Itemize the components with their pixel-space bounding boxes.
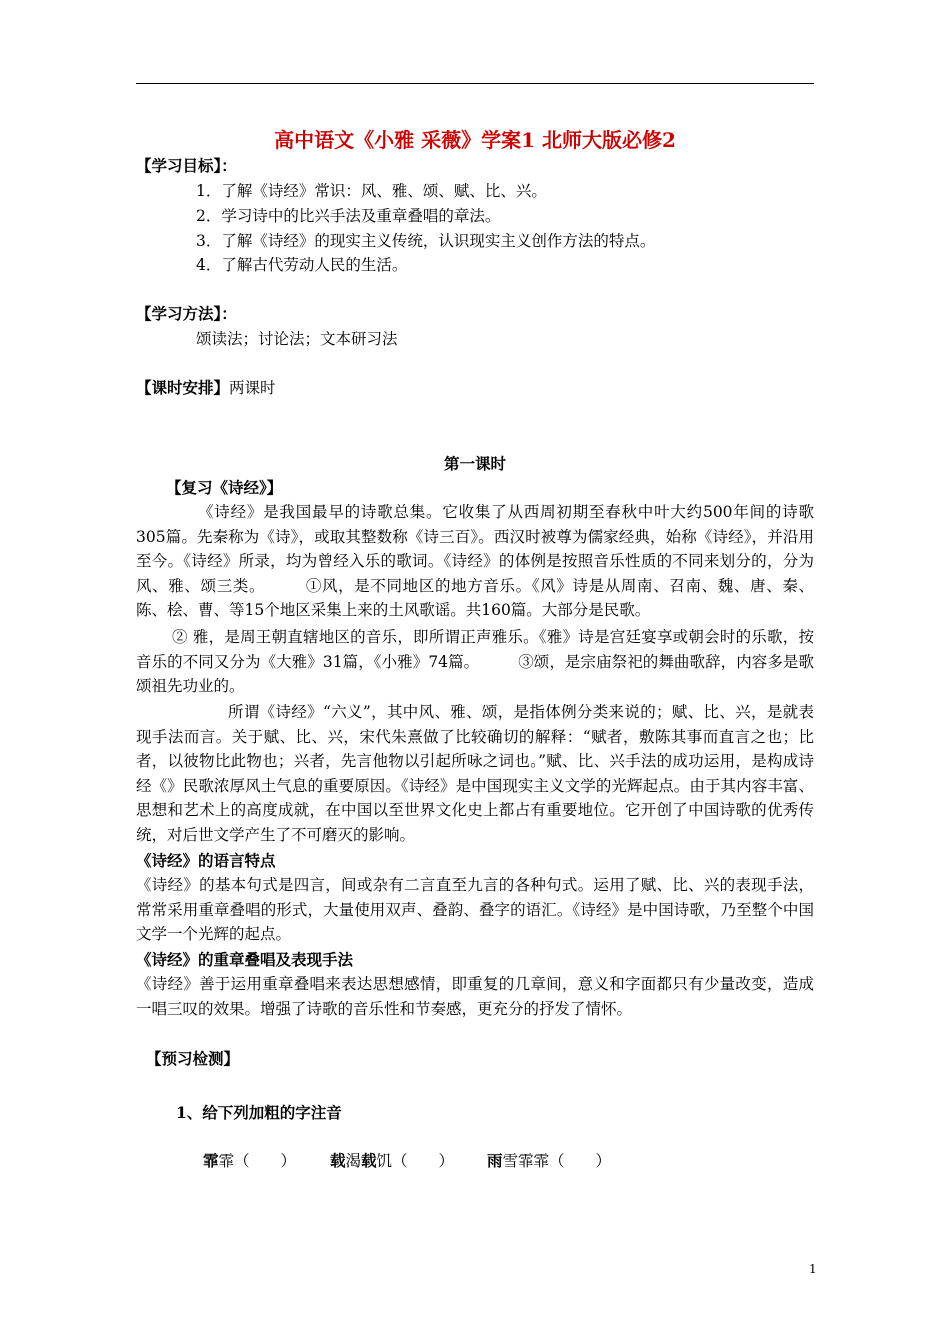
methods-text: 颂读法；讨论法；文本研习法 (196, 330, 398, 348)
repeat-text: 《诗经》善于运用重章叠唱来表达思想感情，即重复的几章间，意义和字面都只有少量改变，造成一唱三叹的效果。增强了诗歌的音乐性和节奏感，更充分的抒发了情怀。 (136, 975, 814, 1018)
schedule-text: 两课时 (229, 379, 276, 397)
review-paragraph-3: 所谓《诗经》“六义”，其中风、雅、颂，是指体例分类来说的；赋、比、兴，是就表现手法而言。关于赋、比、兴，宋代朱熹做了比较确切的解释：“赋者，敷陈其事而直言之也；比者，以彼物比此物也；兴者，先言他物以引起所咏之词也。”赋、比、兴手法的成功运用，是构成诗经《》民歌浓厚风土气息的重要原因。《诗经》是中国现实主义文学的光辉起点。由于其内容丰富、思想和艺术上的高度成就，在中国以至世界文化史上都占有重要地位。它开创了中国诗歌的优秀传统，对后世文学产生了不可磨灭的影响。 (136, 703, 814, 844)
goal-item: 2．学习诗中的比兴手法及重章叠唱的章法。 (196, 207, 501, 225)
pinyin-item-1: 霏霏（ ） (203, 1151, 297, 1170)
repeat-heading: 《诗经》的重章叠唱及表现手法 (136, 950, 354, 969)
goal-item: 3．了解《诗经》的现实主义传统，认识现实主义创作方法的特点。 (196, 232, 656, 250)
goals-heading: 【学习目标】： (136, 156, 237, 175)
review-heading: 【复习《诗经》】 (166, 478, 283, 497)
methods-heading: 【学习方法】： (136, 304, 237, 323)
lesson-heading: 第一课时 (443, 454, 506, 473)
language-text: 《诗经》的基本句式是四言，间或杂有二言直至九言的各种句式。运用了赋、比、兴的表现手法，常常采用重章叠唱的形式，大量使用双声、叠韵、叠字的语汇。《诗经》是中国诗歌，乃至整个中国文学一个光辉的起点。 (136, 876, 814, 943)
question-1: 1、给下列加粗的字注音 (176, 1103, 342, 1122)
page-number: 1 (809, 1262, 817, 1276)
preview-heading: 【预习检测】 (146, 1049, 240, 1068)
schedule-line (136, 376, 276, 398)
goal-item: 1．了解《诗经》常识：风、雅、颂、赋、比、兴。 (196, 182, 547, 200)
language-heading: 《诗经》的语言特点 (136, 851, 276, 870)
pinyin-item-2: 载渴载饥（ ） (330, 1151, 455, 1170)
pinyin-item-3: 雨雪霏霏（ ） (487, 1151, 612, 1170)
review-paragraph-1: 《诗经》是我国最早的诗歌总集。它收集了从西周初期至春秋中叶大约500年间的诗歌305篇。先秦称为《诗》，或取其整数称《诗三百》。西汉时被尊为儒家经典，始称《诗经》，并沿用至今。《诗经》所录，均为曾经入乐的歌词。《诗经》的体例是按照音乐性质的不同来划分的，分为风、雅、颂三类。 ①风，是不同地区的地方音乐。《风》诗是从周南、召南、魏、唐、秦、陈、桧、曹、等15个地区采集上来的土风歌谣。共160篇。大部分是民歌。 (136, 503, 814, 619)
schedule-heading: 【课时安排】 (136, 378, 230, 397)
header-rule (136, 83, 814, 84)
goal-item: 4．了解古代劳动人民的生活。 (196, 256, 408, 274)
page-title: 高中语文《小雅 采薇》学案1 北师大版必修2 (274, 128, 676, 152)
review-paragraph-2: ② 雅，是周王朝直辖地区的音乐，即所谓正声雅乐。《雅》诗是宫廷宴享或朝会时的乐歌，按音乐的不同又分为《大雅》31篇，《小雅》74篇。 ③颂，是宗庙祭祀的舞曲歌辞，内容多是歌颂祖先功业的。 (136, 628, 814, 695)
